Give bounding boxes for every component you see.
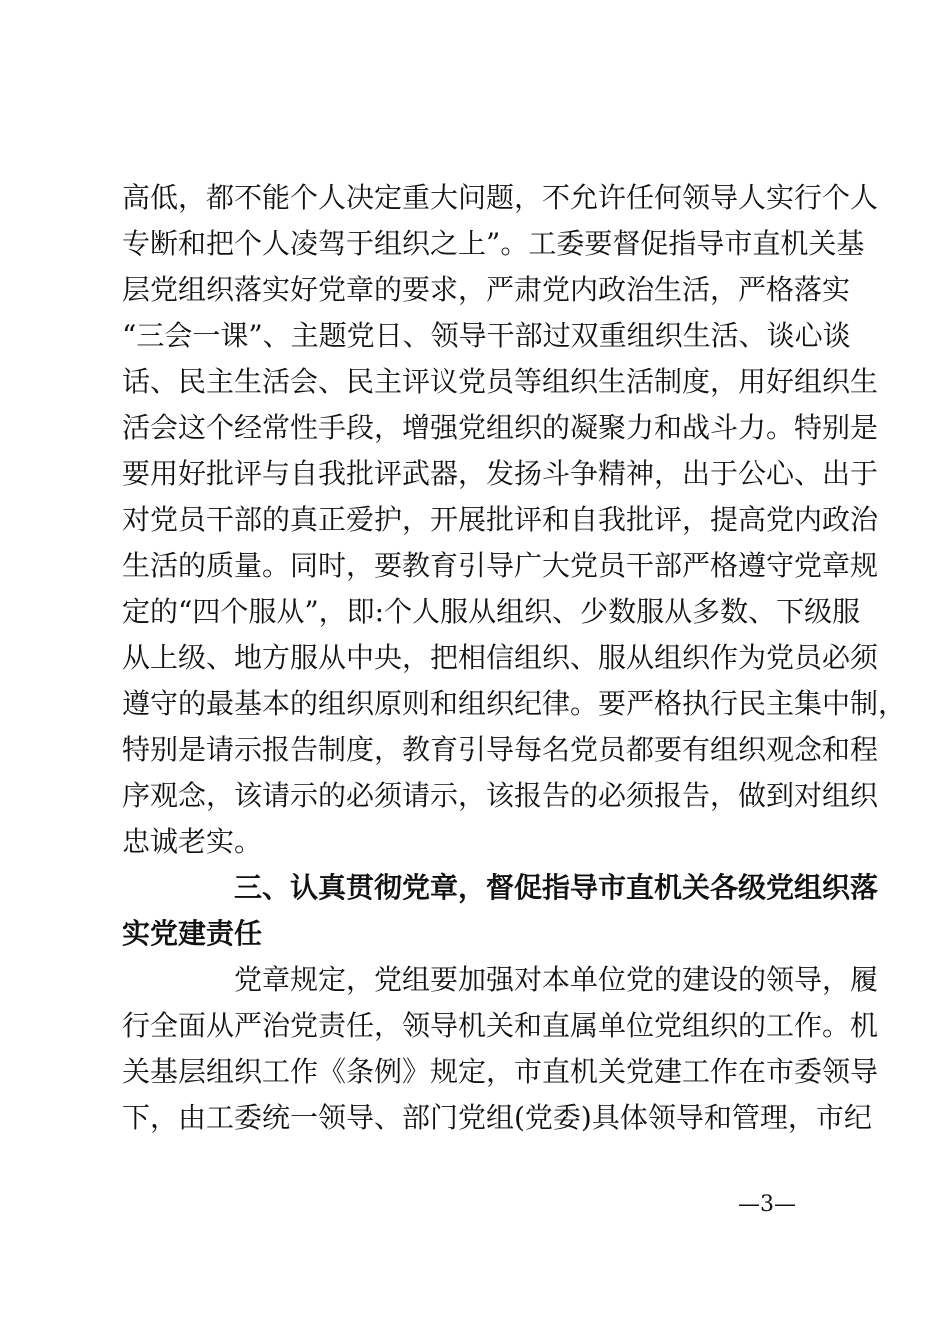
paragraph-line: 行全面从严治党责任，领导机关和直属单位党组织的工作。机	[122, 1009, 879, 1042]
paragraph-line: 序观念，该请示的必须请示，该报告的必须报告，做到对组织	[122, 779, 879, 812]
paragraph-line: 话、民主生活会、民主评议党员等组织生活制度，用好组织生	[122, 365, 879, 398]
body-text	[122, 175, 907, 1141]
paragraph-line: 特别是请示报告制度，教育引导每名党员都要有组织观念和程	[122, 733, 879, 766]
section-heading: 实党建责任	[122, 917, 263, 950]
paragraph-line: 定的“四个服从”，即:个人服从组织、少数服从多数、下级服	[122, 595, 861, 628]
paragraph-line: 活会这个经常性手段，增强党组织的凝聚力和战斗力。特别是	[122, 411, 879, 444]
paragraph-line: 要用好批评与自我批评武器，发扬斗争精神，出于公心、出于	[122, 457, 879, 490]
paragraph-line: 党章规定，党组要加强对本单位党的建设的领导，履	[234, 963, 879, 996]
paragraph-line: 专断和把个人凌驾于组织之上”。工委要督促指导市直机关基	[122, 227, 865, 260]
paragraph-line: 生活的质量。同时，要教育引导广大党员干部严格遵守党章规	[122, 549, 879, 582]
paragraph-line: “三会一课”、主题党日、领导干部过双重组织生活、谈心谈	[122, 319, 851, 352]
paragraph-line: 高低，都不能个人决定重大问题，不允许任何领导人实行个人	[122, 181, 879, 214]
paragraph-line: 层党组织落实好党章的要求，严肃党内政治生活，严格落实	[122, 273, 851, 306]
section-heading: 三、认真贯彻党章，督促指导市直机关各级党组织落	[234, 871, 879, 904]
paragraph-line: 从上级、地方服从中央，把相信组织、服从组织作为党员必须	[122, 641, 879, 674]
paragraph-line: 忠诚老实。	[122, 825, 263, 858]
page-number: —3—	[738, 1192, 796, 1217]
paragraph-line: 对党员干部的真正爱护，开展批评和自我批评，提高党内政治	[122, 503, 879, 536]
paragraph-line: 遵守的最基本的组织原则和组织纪律。要严格执行民主集中制，	[122, 687, 907, 720]
paragraph-line: 下，由工委统一领导、部门党组(党委)具体领导和管理，市纪	[122, 1101, 872, 1134]
paragraph-line: 关基层组织工作《条例》规定，市直机关党建工作在市委领导	[122, 1055, 879, 1088]
